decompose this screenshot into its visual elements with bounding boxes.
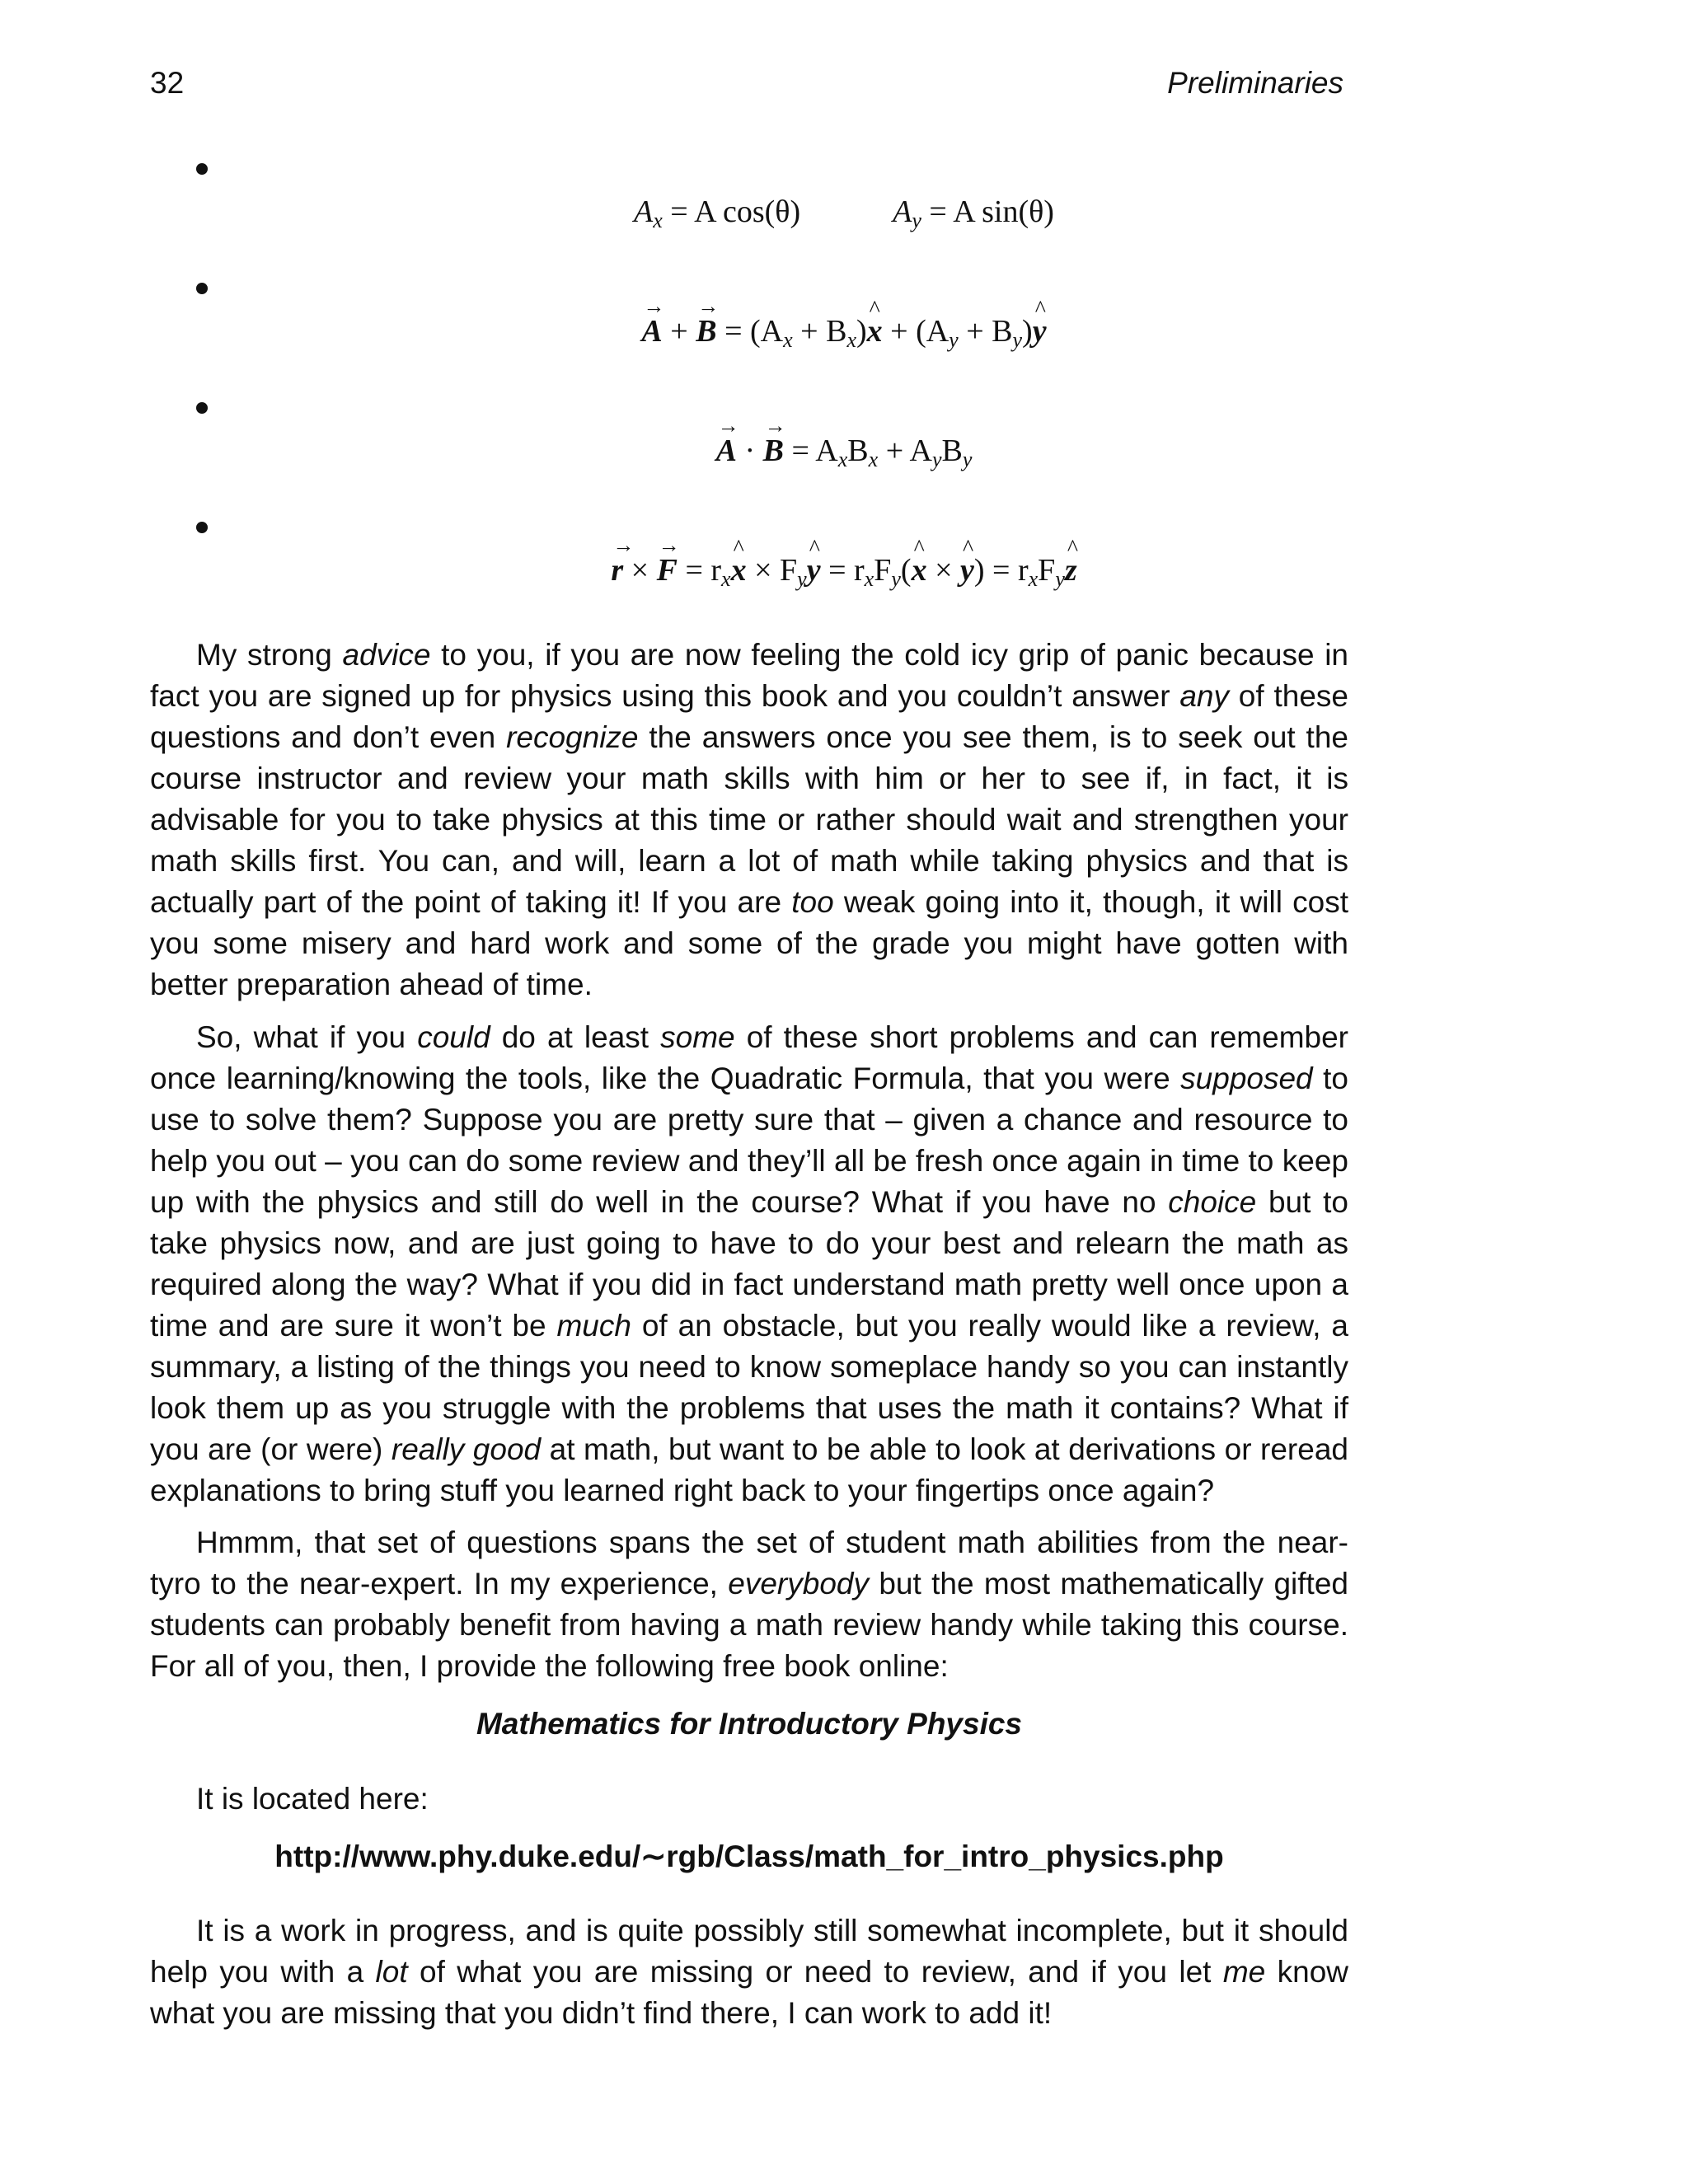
eq-text: F <box>874 553 892 588</box>
eq-text: + B <box>958 314 1013 349</box>
unit-vector-y: ^ y <box>960 548 974 593</box>
text-run: It is a work in progress, and is quite possibly still somewhat incomplete, but it should help you with a <box>150 1914 1348 1989</box>
eq-subscript: x <box>653 209 663 232</box>
eq-symbol: A <box>893 194 912 229</box>
unit-vector-x: ^ x <box>731 548 747 593</box>
unit-vector-x: ^ x <box>867 309 883 354</box>
eq-subscript: x <box>846 328 856 352</box>
text-run: at math, but want to be able to look at derivations or reread explanations to bring stuff you learned right back to your fingertips once again? <box>150 1432 1348 1507</box>
paragraph-math-abilities <box>150 1522 1348 1687</box>
equation-ax <box>634 190 800 243</box>
eq-text: + <box>662 314 696 349</box>
eq-subscript: y <box>962 448 973 471</box>
text-run: the answers once you see them, is to seek out the course instructor and review your math skills with him or her to see if, in fact, it is advisable for you to take physics at this time or rather should wait and strengthen your math skills first. You can, and will, learn a lot of math while taking physics and that is actually part of the point of taking it! If you are <box>150 720 1348 919</box>
eq-text: = A <box>783 434 838 468</box>
text-run: weak going into it, though, it will cost you some misery and hard work and some of the grade you might have gotten with better preparation ahead of time. <box>150 885 1348 1001</box>
equation-components <box>0 190 1688 243</box>
emphasis: could <box>417 1020 490 1054</box>
eq-text: × <box>926 553 960 588</box>
eq-subscript: y <box>949 328 959 352</box>
bullet-3 <box>196 402 208 414</box>
unit-vector-y: ^ y <box>1033 309 1047 354</box>
emphasis: advice <box>342 638 431 672</box>
unit-vector-z: ^ z <box>1065 548 1077 593</box>
eq-subscript: y <box>1012 328 1023 352</box>
eq-text: B <box>847 434 869 468</box>
text-run: to use to solve them? Suppose you are pretty sure that – given a chance and resource to help you out – you can do some review and they’ll all be fresh once again in time to keep up with the physics and still do well in the course? What if you have no <box>150 1062 1348 1219</box>
eq-text: × <box>623 553 657 588</box>
eq-subscript: x <box>864 567 874 591</box>
eq-subscript: x <box>868 448 879 471</box>
vector-a: → A <box>641 309 662 354</box>
eq-text: F <box>1038 553 1056 588</box>
text-run: know what you are missing that you didn’t find there, I can work to add it! <box>150 1955 1348 2030</box>
equation-vector-sum <box>0 309 1688 363</box>
vector-f: → F <box>657 548 678 593</box>
eq-text: + (A <box>882 314 950 349</box>
eq-text: = (A <box>716 314 784 349</box>
book-url-link[interactable]: http://www.phy.duke.edu/∼rgb/Class/math_for_intro_physics.php <box>274 1840 1224 1873</box>
unit-vector-x: ^ x <box>912 548 927 593</box>
eq-text: · <box>736 434 763 468</box>
paragraph-located <box>150 1779 1348 1820</box>
eq-subscript: y <box>1055 567 1065 591</box>
eq-subscript: x <box>837 448 848 471</box>
text-run: but the most mathematically gifted students can probably benefit from having a math review handy while taking this course. For all of you, then, I provide the following free book online: <box>150 1567 1348 1683</box>
eq-text: ) <box>856 314 867 349</box>
text-run: of these questions and don’t even <box>150 679 1348 754</box>
equation-dot-product <box>0 429 1688 482</box>
text-run: My strong <box>196 638 343 672</box>
eq-subscript: y <box>797 567 807 591</box>
section-title: Preliminaries <box>1167 66 1343 100</box>
paragraph-advice <box>150 635 1348 1005</box>
vector-r: → r <box>611 548 623 593</box>
paragraph-questions <box>150 1017 1348 1511</box>
eq-text: + B <box>792 314 847 349</box>
text-run: Hmmm, that set of questions spans the set of student math abilities from the near-tyro to the near-expert. In my experience, <box>150 1526 1348 1601</box>
emphasis: really good <box>391 1432 542 1466</box>
eq-subscript: x <box>783 328 793 352</box>
eq-text: B <box>941 434 963 468</box>
text-run: of an obstacle, but you really would like a review, a summary, a listing of the things you need to know someplace handy so you can instantly look them up as you struggle with the problems that uses the math it contains? What if you are (or were) <box>150 1309 1348 1466</box>
vector-a: → A <box>716 429 737 473</box>
eq-symbol: A <box>634 194 654 229</box>
eq-text: ) <box>1022 314 1033 349</box>
eq-subscript: x <box>1028 567 1039 591</box>
emphasis: too <box>791 885 834 919</box>
eq-subscript: y <box>931 448 942 471</box>
emphasis: me <box>1222 1955 1266 1989</box>
eq-text: = r <box>677 553 722 588</box>
equation-cross-product <box>0 548 1688 602</box>
emphasis: lot <box>375 1955 408 1989</box>
emphasis: everybody <box>728 1567 869 1601</box>
emphasis: much <box>556 1309 631 1343</box>
page-number: 32 <box>150 66 185 100</box>
unit-vector-y: ^ y <box>807 548 821 593</box>
vector-b: → B <box>763 429 784 473</box>
paragraph-work-in-progress <box>150 1910 1348 2034</box>
eq-text: × F <box>746 553 798 588</box>
eq-text: ) = r <box>973 553 1029 588</box>
bullet-2 <box>196 283 208 294</box>
text-run: do at least <box>490 1020 661 1054</box>
eq-subscript: x <box>721 567 731 591</box>
vector-b: → B <box>696 309 716 354</box>
emphasis: recognize <box>506 720 639 754</box>
eq-text: = r <box>820 553 865 588</box>
book-title: Mathematics for Introductory Physics <box>476 1707 1023 1741</box>
text-run: to you, if you are now feeling the cold icy grip of panic because in fact you are signed up for physics using this book and you couldn’t answer <box>150 638 1348 713</box>
bullet-1 <box>196 163 208 175</box>
emphasis: any <box>1179 679 1229 713</box>
eq-subscript: y <box>912 209 921 232</box>
bullet-4 <box>196 522 208 533</box>
emphasis: supposed <box>1180 1062 1313 1095</box>
emphasis: choice <box>1168 1185 1257 1219</box>
text-run: It is located here: <box>196 1782 429 1816</box>
emphasis: some <box>660 1020 735 1054</box>
text-run: of what you are missing or need to review, and if you let <box>407 1955 1223 1989</box>
eq-text: ( <box>900 553 912 588</box>
eq-subscript: y <box>891 567 901 591</box>
text-run: of these short problems and can remember once learning/knowing the tools, like the Quadratic Formula, that you were <box>150 1020 1348 1095</box>
eq-text: = A cos(θ) <box>670 194 801 229</box>
text-run: So, what if you <box>196 1020 418 1054</box>
text-run: but to take physics now, and are just going to have to do your best and relearn the math as required along the way? What if you did in fact understand math pretty well once upon a time and are sure it won’t be <box>150 1185 1348 1343</box>
eq-text: + A <box>878 434 932 468</box>
equation-ay <box>893 190 1054 243</box>
eq-text: = A sin(θ) <box>929 194 1054 229</box>
